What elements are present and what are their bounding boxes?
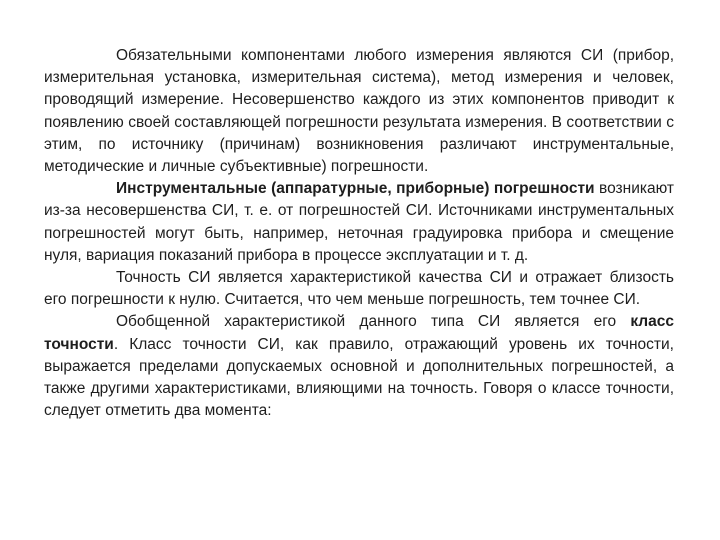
accuracy-class-term: класс точности bbox=[44, 313, 674, 353]
paragraph-instrumental-errors bbox=[44, 178, 674, 267]
paragraph-accuracy-text: Точность СИ является характеристикой качества СИ и отражает близость его погрешности к нулю. Считается, что чем меньше погрешность, тем точнее СИ. bbox=[44, 269, 674, 309]
instrumental-errors-text: возникают из-за несовершенства СИ, т. е. от погрешностей СИ. Источниками инструментальных погрешностей могут быть, например, неточная градуировка прибора и смещение нуля, вариация показаний прибора в процессе эксплуатации и т. д. bbox=[44, 180, 674, 264]
accuracy-class-text-before: Обобщенной характеристикой данного типа СИ является его bbox=[116, 313, 631, 331]
accuracy-class-text-after: . Класс точности СИ, как правило, отражающий уровень их точности, выражается пределами допускаемых основной и дополнительных погрешностей, а также другими характеристиками, влияющими на точность. Говоря о классе точности, следует отметить два момента: bbox=[44, 335, 674, 420]
paragraph-accuracy bbox=[44, 267, 674, 311]
paragraph-components-text: Обязательными компонентами любого измерения являются СИ (прибор, измерительная установка, измерительная система), метод измерения и человек, проводящий измерение. Несовершенство каждого из этих компонентов приводит к появлению своей составляющей погрешности результата измерения. В соответствии с этим, по источнику (причинам) возникновения различают инструментальные, методические и личные субъективные) погрешности. bbox=[44, 47, 674, 176]
paragraph-components bbox=[44, 45, 674, 178]
instrumental-errors-heading: Инструментальные (аппаратурные, приборные) погрешности bbox=[116, 180, 595, 198]
paragraph-accuracy-class bbox=[44, 311, 674, 422]
